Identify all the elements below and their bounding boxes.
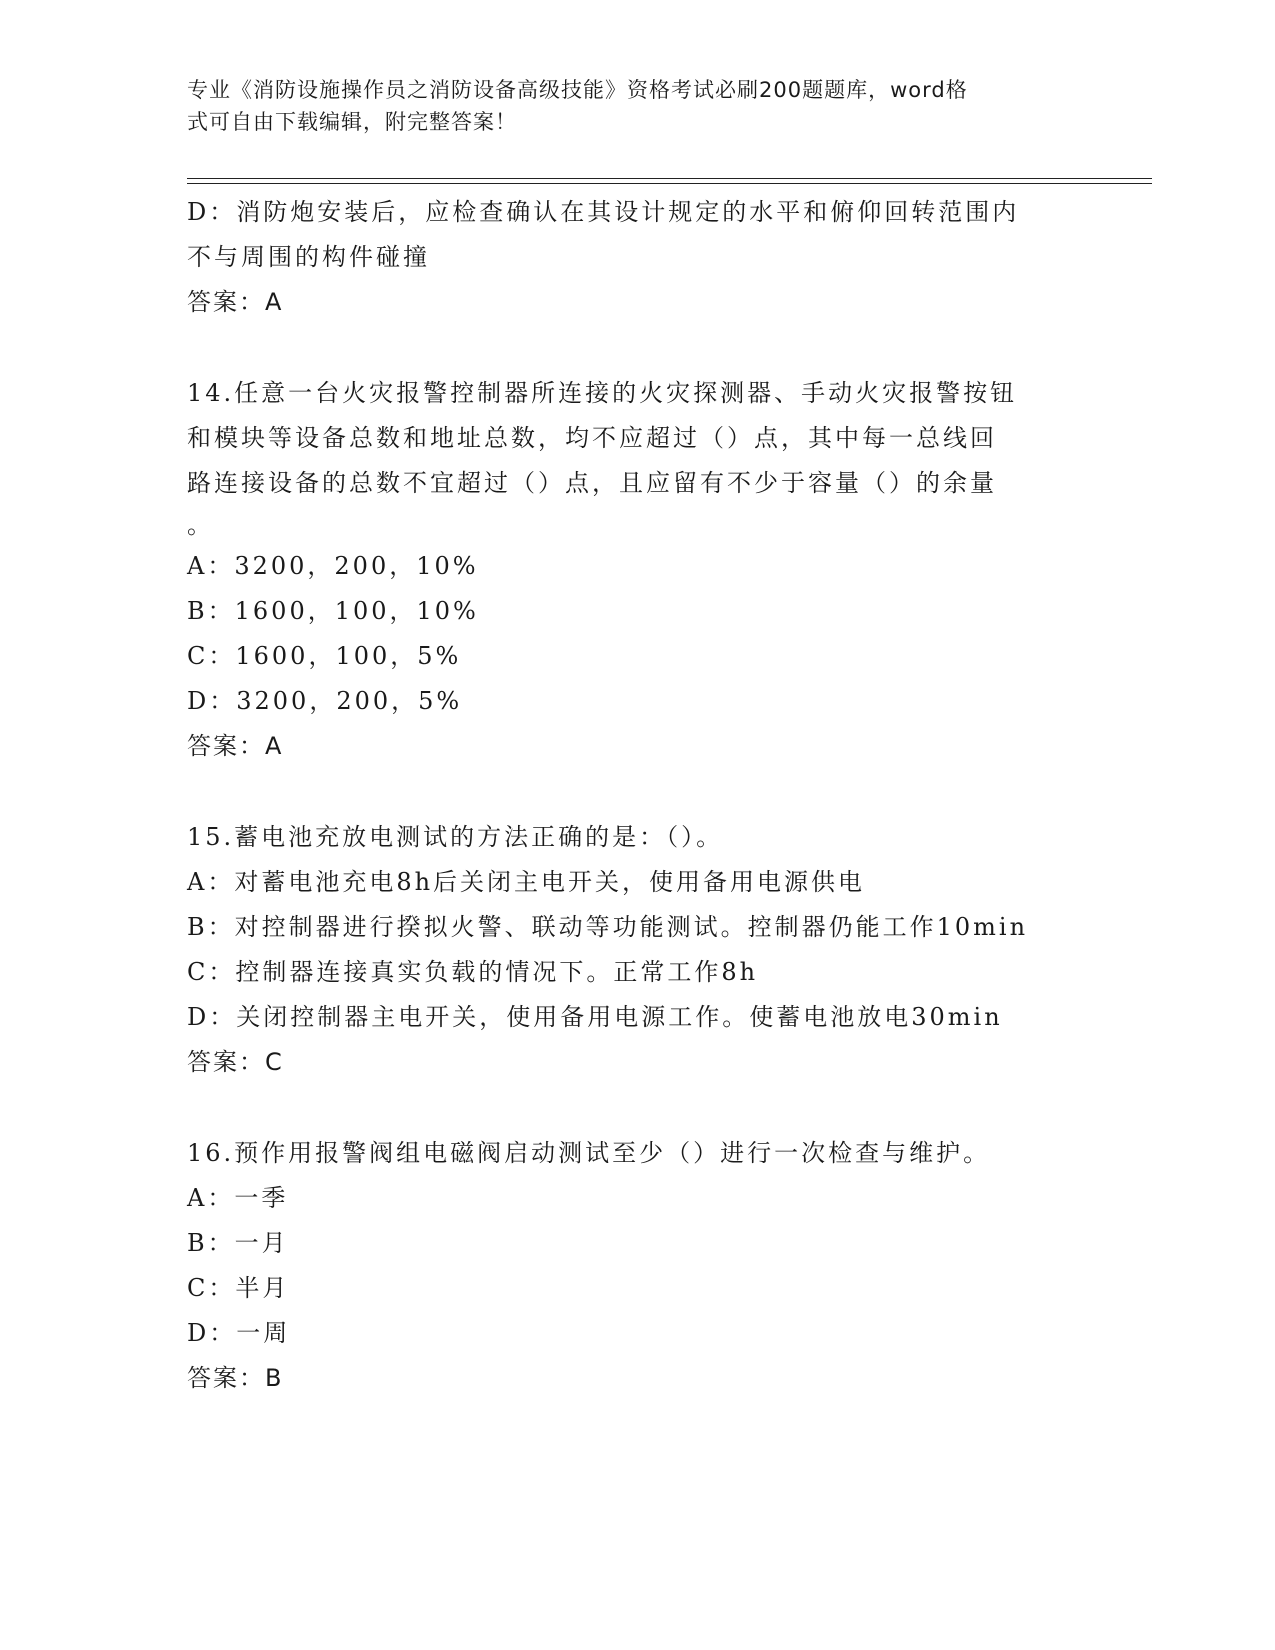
q14-stem-line-2: 和模块等设备总数和地址总数，均不应超过（）点，其中每一总线回 — [187, 424, 997, 452]
q16-stem: 16.预作用报警阀组电磁阀启动测试至少（）进行一次检查与维护。 — [187, 1139, 991, 1167]
q14-option-d: D：3200，200，5% — [187, 687, 463, 715]
q15-stem: 15.蓄电池充放电测试的方法正确的是：（）。 — [187, 823, 724, 851]
q16-option-c: C：半月 — [187, 1274, 290, 1302]
q14-stem-line-3: 路连接设备的总数不宜超过（）点，且应留有不少于容量（）的余量 — [187, 469, 997, 497]
question-16 — [187, 1131, 1087, 1401]
document-header — [187, 74, 1067, 138]
document-body — [187, 190, 1087, 1401]
q16-option-b: B：一月 — [187, 1229, 289, 1257]
question-14 — [187, 371, 1087, 769]
question-13-tail — [187, 190, 1087, 325]
q15-option-b: B：对控制器进行揆拟火警、联动等功能测试。控制器仍能工作10min — [187, 913, 1029, 941]
q14-option-c: C：1600，100，5% — [187, 642, 462, 670]
q15-option-d: D：关闭控制器主电开关，使用备用电源工作。使蓄电池放电30min — [187, 1003, 1003, 1031]
q14-answer: 答案：A — [187, 732, 284, 760]
q15-answer: 答案：C — [187, 1048, 284, 1076]
q15-option-c: C：控制器连接真实负载的情况下。正常工作8h — [187, 958, 759, 986]
q13-option-d-line-1: D：消防炮安装后，应检查确认在其设计规定的水平和俯仰回转范围内 — [187, 198, 1020, 226]
q14-stem-line-4: 。 — [187, 511, 214, 539]
header-line-1: 专业《消防设施操作员之消防设备高级技能》资格考试必刷200题题库，word格 — [187, 78, 968, 102]
q13-answer: 答案：A — [187, 288, 284, 316]
q14-option-b: B：1600，100，10% — [187, 597, 479, 625]
q14-stem-line-1: 14.任意一台火灾报警控制器所连接的火灾探测器、手动火灾报警按钮 — [187, 379, 1018, 407]
q16-option-d: D：一周 — [187, 1319, 291, 1347]
q14-option-a: A：3200，200，10% — [187, 552, 479, 580]
q15-option-a: A：对蓄电池充电8h后关闭主电开关，使用备用电源供电 — [187, 868, 866, 896]
question-15 — [187, 815, 1087, 1085]
q16-answer: 答案：B — [187, 1364, 284, 1392]
q16-option-a: A：一季 — [187, 1184, 289, 1212]
header-line-2: 式可自由下载编辑，附完整答案！ — [187, 110, 517, 134]
q13-option-d-line-2: 不与周围的构件碰撞 — [187, 243, 430, 271]
header-divider-bottom — [187, 183, 1152, 184]
header-divider-top — [187, 178, 1152, 179]
